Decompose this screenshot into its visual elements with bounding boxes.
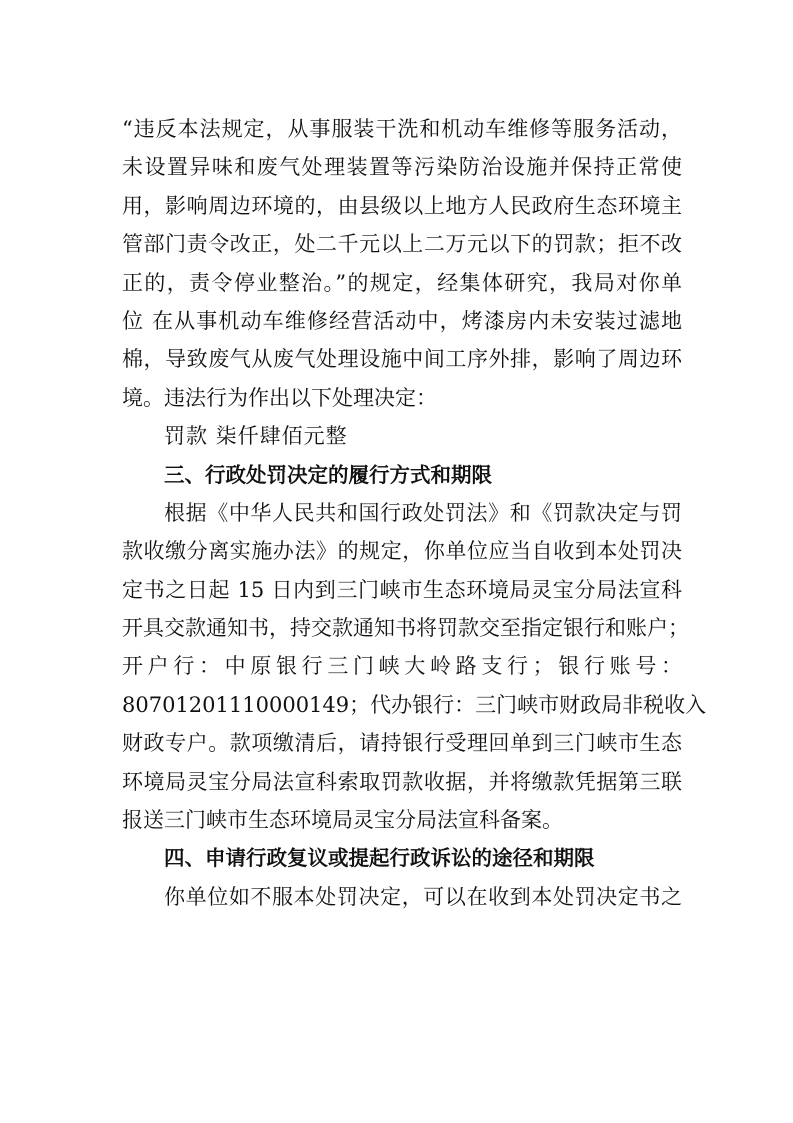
- body-text-line: 管部门责令改正，处二千元以上二万元以下的罚款；拒不改: [122, 232, 682, 257]
- body-text-line: “违反本法规定，从事服装干洗和机动车维修等服务活动，: [122, 117, 682, 141]
- body-text-line: 你单位如不服本处罚决定，可以在收到本处罚决定书之: [164, 884, 682, 909]
- section-heading: 三、行政处罚决定的履行方式和期限: [164, 462, 492, 487]
- body-text-line: 款收缴分离实施办法》的规定，你单位应当自收到本处罚决: [122, 539, 682, 564]
- document-body: [122, 110, 707, 916]
- body-text-line: 境。违法行为作出以下处理决定：: [122, 385, 437, 410]
- body-text-line: 正的，责令停业整治。”的规定，经集体研究，我局对你单: [122, 270, 682, 295]
- body-text-line: 财政专户。款项缴清后，请持银行受理回单到三门峡市生态: [122, 731, 682, 756]
- body-text-line: 环境局灵宝分局法宣科索取罚款收据，并将缴款凭据第三联: [122, 769, 682, 794]
- body-text-line: 开户行：中原银行三门峡大岭路支行；银行账号：: [122, 654, 682, 679]
- body-text-line: 定书之日起 15 日内到三门峡市生态环境局灵宝分局法宣科: [122, 577, 682, 602]
- body-text-line: 80701201110000149；代办银行：三门峡市财政局非税收入: [122, 692, 707, 717]
- penalty-amount: 罚款 柒仟肆佰元整: [164, 424, 348, 449]
- body-text-line: 报送三门峡市生态环境局灵宝分局法宣科备案。: [122, 808, 563, 833]
- body-text-line: 开具交款通知书，持交款通知书将罚款交至指定银行和账户；: [122, 616, 689, 641]
- body-text-line: 根据《中华人民共和国行政处罚法》和《罚款决定与罚: [164, 500, 682, 525]
- body-text-line: 棉，导致废气从废气处理设施中间工序外排，影响了周边环: [122, 347, 682, 372]
- section-heading: 四、申请行政复议或提起行政诉讼的途径和期限: [164, 846, 595, 871]
- body-text-line: 用，影响周边环境的，由县级以上地方人民政府生态环境主: [122, 193, 682, 218]
- body-text-line: 未设置异味和废气处理装置等污染防治设施并保持正常使: [122, 155, 682, 180]
- body-text-line: 位 在从事机动车维修经营活动中，烤漆房内未安装过滤地: [122, 308, 682, 333]
